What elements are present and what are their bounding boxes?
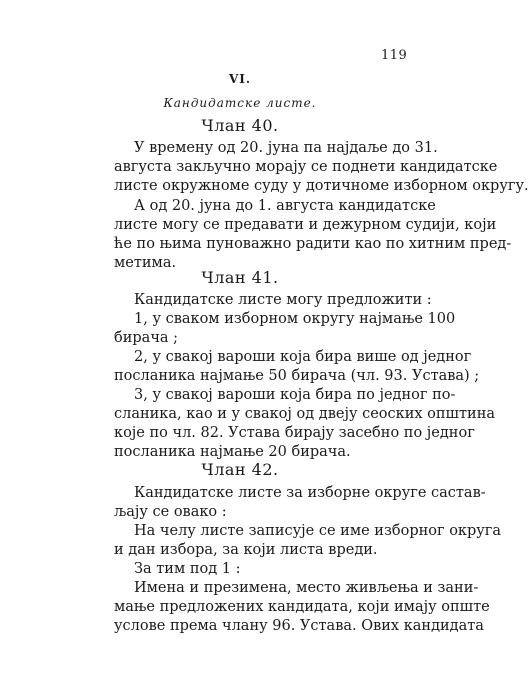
text-line: мање предложених кандидата, који имају опште: [114, 599, 490, 615]
text-line: услове према члану 96. Устава. Овиx кандидата: [114, 618, 484, 634]
article-heading-41: Члан 41.: [201, 268, 279, 287]
section-number: VI.: [228, 72, 252, 86]
text-line: Имена и презимена, место живљења и зани-: [134, 580, 479, 596]
section-title: Кандидатске листе.: [163, 96, 317, 110]
text-line: које по чл. 82. Устава бирају засебно по једног: [114, 425, 475, 441]
text-line: бирача ;: [114, 330, 179, 346]
text-line: А од 20. јуна до 1. августа кандидатске: [134, 198, 436, 214]
text-line: августа закључно морају се поднети кандидатске: [114, 159, 498, 175]
text-line: У времену од 20. јуна па најдаље до 31.: [134, 140, 438, 156]
text-line: Кандидатске листе могу предложити :: [134, 292, 432, 308]
article-heading-40: Члан 40.: [201, 116, 279, 135]
article-heading-42: Члан 42.: [201, 460, 279, 479]
text-line: На челу листе записује се име изборног округа: [134, 523, 502, 539]
text-line: Кандидатске листе за изборне округе састав-: [134, 485, 486, 501]
text-line: и дан избора, за који листа вреди.: [114, 542, 378, 558]
text-line: посланика најмање 50 бирача (чл. 93. Устава) ;: [114, 368, 480, 384]
text-line: посланика најмање 20 бирача.: [114, 444, 351, 460]
text-line: сланика, као и у свакој од двеју сеоских општина: [114, 406, 496, 422]
text-line: ће по њима пуноважно радити као по хитним пред-: [114, 236, 512, 252]
text-line: метима.: [114, 255, 177, 271]
text-line: 2, у свакој вароши која бира више од једног: [134, 349, 472, 365]
text-line: 3, у свакој вароши која бира по једног по-: [134, 387, 456, 403]
text-line: љају се овако :: [114, 504, 227, 520]
page-number: 119: [381, 48, 408, 63]
text-line: За тим под 1 :: [134, 561, 241, 577]
text-line: листе могу се предавати и дежурном судији, који: [114, 217, 497, 233]
text-line: 1, у сваком изборном округу најмање 100: [134, 311, 456, 327]
text-line: листе окружноме суду у дотичноме изборном округу.: [114, 178, 529, 194]
